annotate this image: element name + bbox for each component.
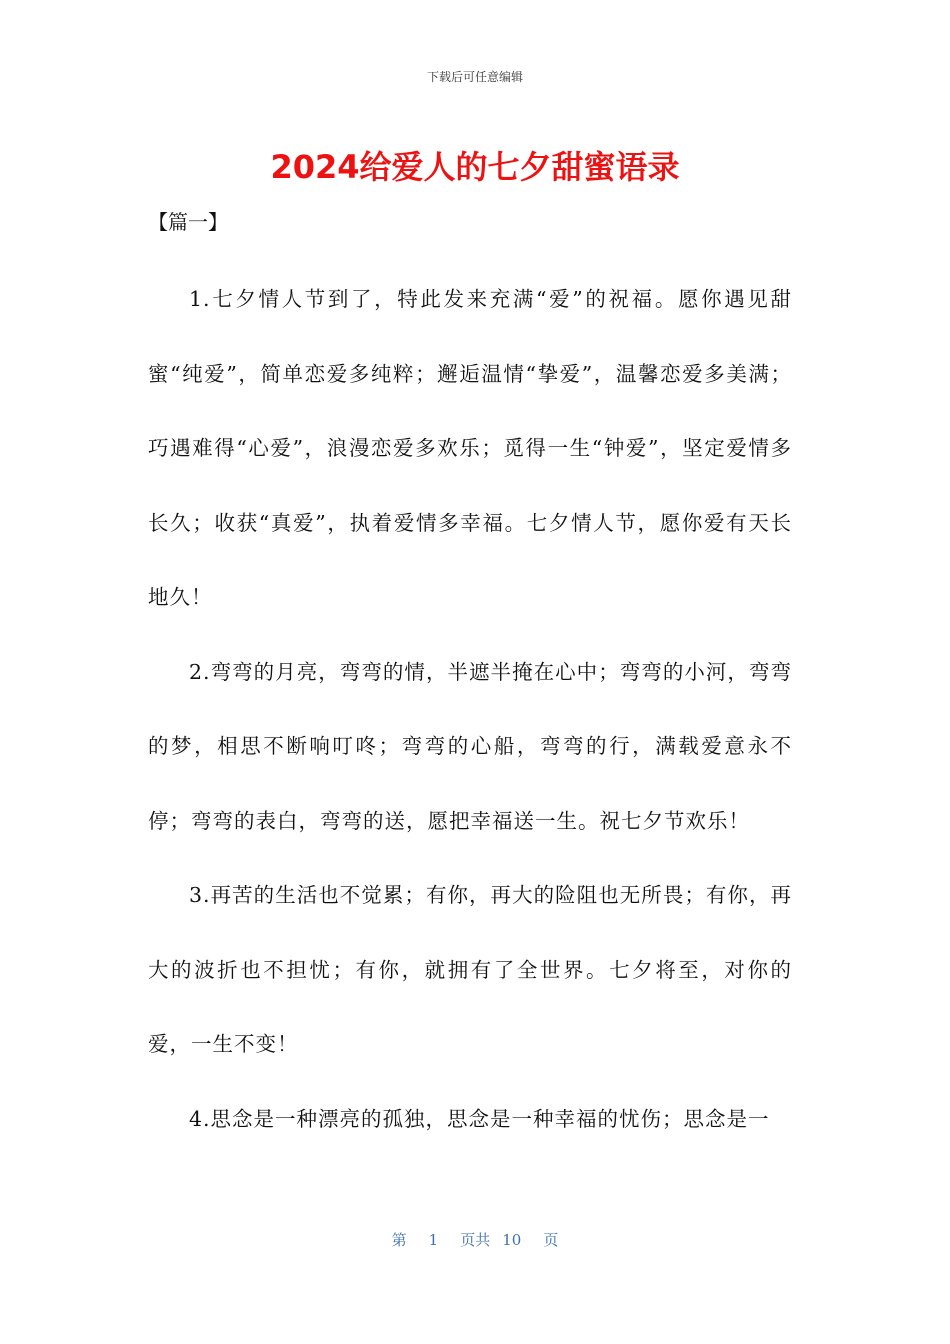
document-title: 2024给爱人的七夕甜蜜语录 [270, 148, 680, 186]
section-label: 【篇一】 [148, 210, 228, 234]
paragraph-2: 2.弯弯的月亮，弯弯的情，半遮半掩在心中；弯弯的小河，弯弯的梦，相思不断响叮咚；弯弯的心船，弯弯的行，满载爱意永不停；弯弯的表白，弯弯的送，愿把幸福送一生。祝七夕节欢乐！ [148, 659, 792, 833]
page-header-note: 下载后可任意编辑 [426, 70, 523, 84]
footer-page-number: 1 [428, 1231, 439, 1249]
footer-page-prefix: 第 [391, 1231, 407, 1249]
paragraph-1: 1.七夕情人节到了，特此发来充满“爱”的祝福。愿你遇见甜蜜“纯爱”，简单恋爱多纯粹；邂逅温情“挚爱”，温馨恋爱多美满；巧遇难得“心爱”，浪漫恋爱多欢乐；觅得一生“钟爱”，坚定爱情多长久；收获“真爱”，执着爱情多幸福。七夕情人节，愿你爱有天长地久！ [148, 287, 792, 609]
footer-page-suffix: 页 [543, 1231, 559, 1249]
footer-page-middle: 页共 [460, 1231, 491, 1249]
paragraph-3: 3.再苦的生活也不觉累；有你，再大的险阻也无所畏；有你，再大的波折也不担忧；有你，就拥有了全世界。七夕将至，对你的爱，一生不变！ [148, 883, 792, 1056]
paragraph-4: 4.思念是一种漂亮的孤独，思念是一种幸福的忧伤；思念是一 [189, 1106, 770, 1131]
page-footer [0, 1229, 950, 1250]
footer-page-total: 10 [502, 1231, 522, 1249]
document-body [148, 262, 792, 1156]
